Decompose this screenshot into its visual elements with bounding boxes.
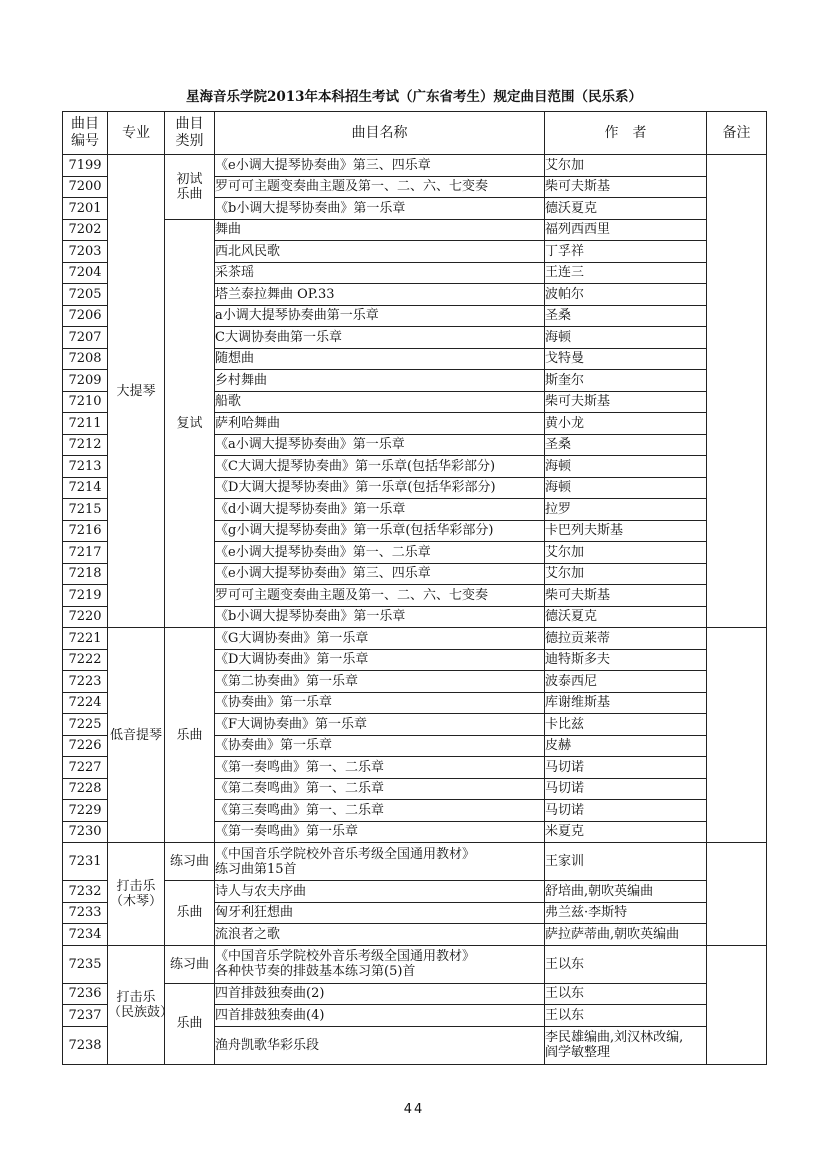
piece-id-cell: 7203 — [63, 241, 108, 263]
piece-id-cell: 7214 — [63, 477, 108, 499]
remark-cell — [707, 628, 767, 843]
piece-name-cell: a小调大提琴协奏曲第一乐章 — [215, 305, 545, 327]
major-cell: 低音提琴 — [108, 628, 165, 843]
piece-id-cell: 7219 — [63, 585, 108, 607]
piece-name-cell: 四首排鼓独奏曲(4) — [215, 1005, 545, 1027]
category-cell: 练习曲 — [165, 843, 215, 881]
piece-name-cell: 罗可可主题变奏曲主题及第一、二、六、七变奏 — [215, 585, 545, 607]
composer-cell: 米夏克 — [545, 821, 707, 843]
piece-name-cell: 《e小调大提琴协奏曲》第三、四乐章 — [215, 155, 545, 177]
piece-id-cell: 7237 — [63, 1005, 108, 1027]
composer-cell: 王连三 — [545, 262, 707, 284]
piece-name-cell: 《e小调大提琴协奏曲》第三、四乐章 — [215, 563, 545, 585]
piece-id-cell: 7225 — [63, 714, 108, 736]
piece-name-cell: 《F大调协奏曲》第一乐章 — [215, 714, 545, 736]
piece-name-cell: 塔兰泰拉舞曲 OP.33 — [215, 284, 545, 306]
composer-cell: 丁孚祥 — [545, 241, 707, 263]
piece-name-cell: 乡村舞曲 — [215, 370, 545, 392]
composer-cell: 圣桑 — [545, 305, 707, 327]
table-row — [63, 881, 767, 903]
piece-id-cell: 7217 — [63, 542, 108, 564]
piece-id-cell: 7220 — [63, 606, 108, 628]
piece-id-cell: 7228 — [63, 778, 108, 800]
composer-cell: 王以东 — [545, 983, 707, 1005]
piece-name-cell: 《第二奏鸣曲》第一、二乐章 — [215, 778, 545, 800]
piece-name-cell: 《协奏曲》第一乐章 — [215, 735, 545, 757]
piece-id-cell: 7199 — [63, 155, 108, 177]
piece-id-cell: 7218 — [63, 563, 108, 585]
remark-cell — [707, 843, 767, 946]
table-row — [63, 843, 767, 881]
piece-id-cell: 7231 — [63, 843, 108, 881]
piece-id-cell: 7201 — [63, 198, 108, 220]
composer-cell: 艾尔加 — [545, 155, 707, 177]
piece-id-cell: 7211 — [63, 413, 108, 435]
composer-cell: 波泰西尼 — [545, 671, 707, 693]
composer-cell: 卡比兹 — [545, 714, 707, 736]
composer-cell: 柴可夫斯基 — [545, 585, 707, 607]
composer-cell: 库谢维斯基 — [545, 692, 707, 714]
piece-id-cell: 7215 — [63, 499, 108, 521]
composer-cell: 德沃夏克 — [545, 606, 707, 628]
piece-id-cell: 7226 — [63, 735, 108, 757]
page-number: 44 — [403, 1102, 425, 1117]
piece-id-cell: 7212 — [63, 434, 108, 456]
category-cell: 练习曲 — [165, 945, 215, 983]
piece-name-cell: 船歌 — [215, 391, 545, 413]
category-cell: 乐曲 — [165, 983, 215, 1064]
piece-id-cell: 7230 — [63, 821, 108, 843]
composer-cell: 马切诺 — [545, 757, 707, 779]
major-cell: 打击乐 （民族鼓） — [108, 945, 165, 1064]
header-major: 专业 — [108, 112, 165, 155]
composer-cell: 黄小龙 — [545, 413, 707, 435]
composer-cell: 柴可夫斯基 — [545, 176, 707, 198]
piece-id-cell: 7222 — [63, 649, 108, 671]
piece-id-cell: 7221 — [63, 628, 108, 650]
table-row — [63, 628, 767, 650]
composer-cell: 海顿 — [545, 477, 707, 499]
composer-cell: 马切诺 — [545, 800, 707, 822]
composer-cell: 弗兰兹·李斯特 — [545, 902, 707, 924]
table-row — [63, 155, 767, 177]
piece-name-cell: 《中国音乐学院校外音乐考级全国通用教材》 练习曲第15首 — [215, 843, 545, 881]
composer-cell: 柴可夫斯基 — [545, 391, 707, 413]
piece-id-cell: 7216 — [63, 520, 108, 542]
piece-name-cell: 舞曲 — [215, 219, 545, 241]
piece-id-cell: 7206 — [63, 305, 108, 327]
piece-id-cell: 7213 — [63, 456, 108, 478]
piece-id-cell: 7207 — [63, 327, 108, 349]
piece-id-cell: 7234 — [63, 924, 108, 946]
composer-cell: 戈特曼 — [545, 348, 707, 370]
composer-cell: 王以东 — [545, 1005, 707, 1027]
remark-cell — [707, 155, 767, 628]
composer-cell: 艾尔加 — [545, 563, 707, 585]
remark-cell — [707, 945, 767, 1064]
piece-name-cell: 流浪者之歌 — [215, 924, 545, 946]
page-title: 星海音乐学院2013年本科招生考试（广东省考生）规定曲目范围（民乐系） — [185, 89, 643, 105]
piece-id-cell: 7202 — [63, 219, 108, 241]
piece-name-cell: 《中国音乐学院校外音乐考级全国通用教材》 各种快节奏的排鼓基本练习第(5)首 — [215, 945, 545, 983]
table-body — [63, 155, 767, 1065]
composer-cell: 李民雄编曲,刘汉林改编, 阎学敏整理 — [545, 1026, 707, 1064]
piece-id-cell: 7205 — [63, 284, 108, 306]
piece-name-cell: 《b小调大提琴协奏曲》第一乐章 — [215, 606, 545, 628]
piece-name-cell: 《D大调大提琴协奏曲》第一乐章(包括华彩部分) — [215, 477, 545, 499]
composer-cell: 王家训 — [545, 843, 707, 881]
piece-name-cell: 四首排鼓独奏曲(2) — [215, 983, 545, 1005]
piece-name-cell: 《第二协奏曲》第一乐章 — [215, 671, 545, 693]
table-row — [63, 945, 767, 983]
piece-name-cell: 《G大调协奏曲》第一乐章 — [215, 628, 545, 650]
piece-name-cell: 渔舟凯歌华彩乐段 — [215, 1026, 545, 1064]
composer-cell: 波帕尔 — [545, 284, 707, 306]
composer-cell: 萨拉萨蒂曲,朝吹英编曲 — [545, 924, 707, 946]
composer-cell: 皮赫 — [545, 735, 707, 757]
composer-cell: 马切诺 — [545, 778, 707, 800]
composer-cell: 拉罗 — [545, 499, 707, 521]
piece-name-cell: 《协奏曲》第一乐章 — [215, 692, 545, 714]
piece-id-cell: 7238 — [63, 1026, 108, 1064]
piece-id-cell: 7208 — [63, 348, 108, 370]
piece-id-cell: 7233 — [63, 902, 108, 924]
composer-cell: 海顿 — [545, 456, 707, 478]
piece-id-cell: 7229 — [63, 800, 108, 822]
piece-name-cell: 随想曲 — [215, 348, 545, 370]
piece-name-cell: 《g小调大提琴协奏曲》第一乐章(包括华彩部分) — [215, 520, 545, 542]
piece-id-cell: 7209 — [63, 370, 108, 392]
header-piece-name: 曲目名称 — [215, 112, 545, 155]
piece-id-cell: 7224 — [63, 692, 108, 714]
category-cell: 乐曲 — [165, 628, 215, 843]
composer-cell: 德拉贡莱蒂 — [545, 628, 707, 650]
header-remark: 备注 — [707, 112, 767, 155]
header-composer: 作 者 — [545, 112, 707, 155]
header-category: 曲目 类别 — [165, 112, 215, 155]
major-cell: 大提琴 — [108, 155, 165, 628]
piece-name-cell: 《e小调大提琴协奏曲》第一、二乐章 — [215, 542, 545, 564]
piece-id-cell: 7232 — [63, 881, 108, 903]
piece-name-cell: 《C大调大提琴协奏曲》第一乐章(包括华彩部分) — [215, 456, 545, 478]
piece-id-cell: 7227 — [63, 757, 108, 779]
piece-name-cell: C大调协奏曲第一乐章 — [215, 327, 545, 349]
piece-name-cell: 西北风民歌 — [215, 241, 545, 263]
piece-name-cell: 《第一奏鸣曲》第一乐章 — [215, 821, 545, 843]
table-row — [63, 983, 767, 1005]
composer-cell: 福列西西里 — [545, 219, 707, 241]
major-cell: 打击乐 （木琴） — [108, 843, 165, 946]
repertoire-table — [62, 111, 767, 1065]
piece-name-cell: 《a小调大提琴协奏曲》第一乐章 — [215, 434, 545, 456]
composer-cell: 斯奎尔 — [545, 370, 707, 392]
piece-id-cell: 7223 — [63, 671, 108, 693]
piece-name-cell: 诗人与农夫序曲 — [215, 881, 545, 903]
piece-name-cell: 《第一奏鸣曲》第一、二乐章 — [215, 757, 545, 779]
composer-cell: 卡巴列夫斯基 — [545, 520, 707, 542]
composer-cell: 艾尔加 — [545, 542, 707, 564]
header-piece-id: 曲目 编号 — [63, 112, 108, 155]
piece-id-cell: 7235 — [63, 945, 108, 983]
category-cell: 复试 — [165, 219, 215, 628]
piece-name-cell: 《D大调协奏曲》第一乐章 — [215, 649, 545, 671]
piece-id-cell: 7210 — [63, 391, 108, 413]
piece-name-cell: 匈牙利狂想曲 — [215, 902, 545, 924]
table-row — [63, 219, 767, 241]
piece-id-cell: 7204 — [63, 262, 108, 284]
piece-id-cell: 7200 — [63, 176, 108, 198]
piece-name-cell: 罗可可主题变奏曲主题及第一、二、六、七变奏 — [215, 176, 545, 198]
category-cell: 初试 乐曲 — [165, 155, 215, 220]
composer-cell: 王以东 — [545, 945, 707, 983]
composer-cell: 舒培曲,朝吹英编曲 — [545, 881, 707, 903]
piece-name-cell: 《第三奏鸣曲》第一、二乐章 — [215, 800, 545, 822]
piece-name-cell: 《d小调大提琴协奏曲》第一乐章 — [215, 499, 545, 521]
composer-cell: 海顿 — [545, 327, 707, 349]
composer-cell: 迪特斯多夫 — [545, 649, 707, 671]
piece-id-cell: 7236 — [63, 983, 108, 1005]
category-cell: 乐曲 — [165, 881, 215, 946]
piece-name-cell: 《b小调大提琴协奏曲》第一乐章 — [215, 198, 545, 220]
header-row — [63, 112, 767, 155]
composer-cell: 德沃夏克 — [545, 198, 707, 220]
piece-name-cell: 萨利哈舞曲 — [215, 413, 545, 435]
piece-name-cell: 采茶瑶 — [215, 262, 545, 284]
composer-cell: 圣桑 — [545, 434, 707, 456]
